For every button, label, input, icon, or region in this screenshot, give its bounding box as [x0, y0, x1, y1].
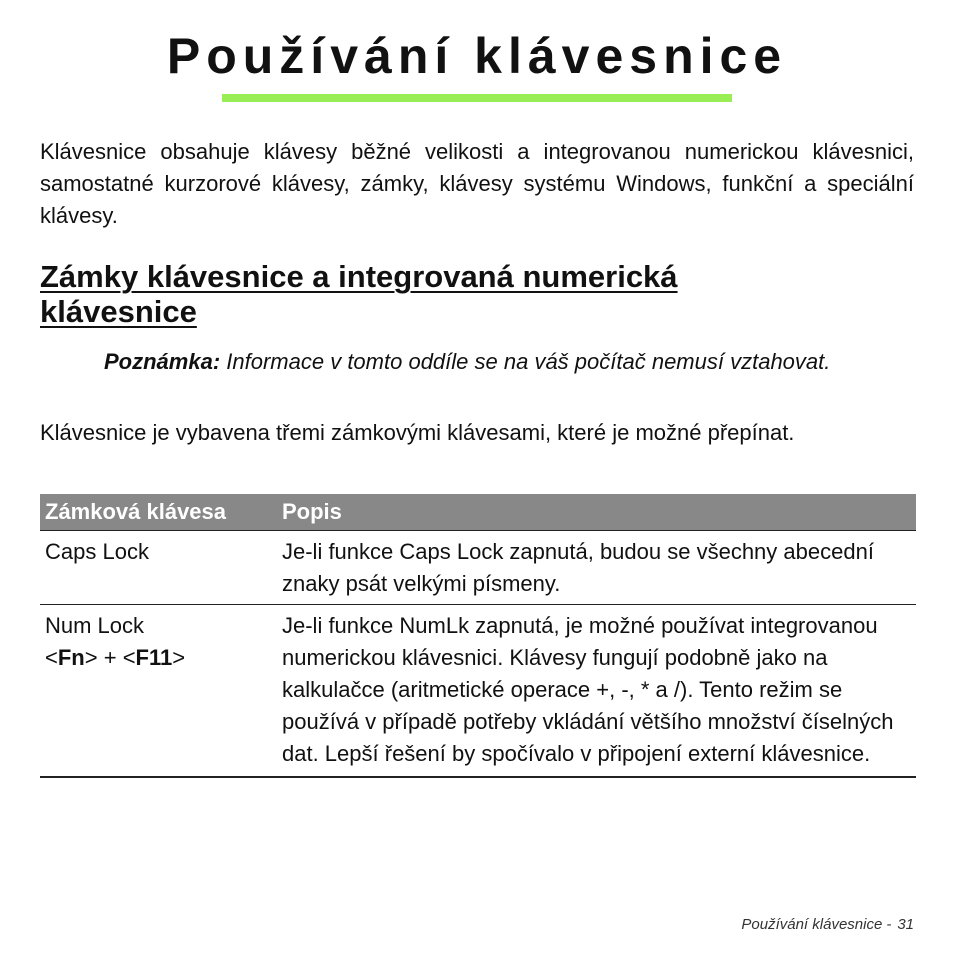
shortcut-f11-key: F11 [135, 645, 173, 670]
lock-key-cell [40, 605, 277, 778]
section-heading [40, 259, 840, 329]
column-header-key: Zámková klávesa [40, 494, 277, 531]
lock-key-description: Je-li funkce Caps Lock zapnutá, budou se všechny abecední znaky psát velkými písmeny. [277, 531, 916, 605]
note-paragraph [104, 346, 914, 378]
footer-separator: - [886, 916, 892, 933]
page-footer [741, 916, 914, 933]
column-header-description: Popis [277, 494, 916, 531]
title-accent-bar [222, 94, 732, 102]
page-number: 31 [897, 916, 914, 933]
key-shortcut: <Fn> + <F11> [45, 645, 186, 670]
lock-keys-table [40, 494, 916, 778]
intro-paragraph: Klávesnice obsahuje klávesy běžné velikosti a integrovanou numerickou klávesnici, samostatné kurzorové klávesy, zámky, klávesy systému Windows, funkční a speciální klávesy. [40, 139, 914, 228]
lock-key-name: Num Lock [45, 613, 145, 638]
table-header-row [40, 494, 916, 531]
shortcut-fn-key: Fn [57, 645, 85, 670]
footer-section-name: Používání klávesnice [741, 916, 883, 933]
lock-key-description: Je-li funkce NumLk zapnutá, je možné používat integrovanou numerickou klávesnici. Klávesy fungují podobně jako na kalkulačce (aritmetické operace +, -, * a /). Tento režim se používá v případě potřeby vkládání většího množství číselných dat. Lepší řešení by spočívalo v připojení externí klávesnice. [277, 605, 916, 778]
note-text: Informace v tomto oddíle se na váš počítač nemusí vztahovat. [226, 349, 831, 374]
lock-keys-intro: Klávesnice je vybavena třemi zámkovými klávesami, které je možné přepínat. [40, 420, 795, 445]
note-label: Poznámka: [104, 349, 221, 374]
table-row [40, 531, 916, 605]
table-row [40, 605, 916, 778]
lock-key-name: Caps Lock [40, 531, 277, 605]
shortcut-plus: + [97, 645, 123, 670]
page-title: Používání klávesnice [166, 28, 788, 84]
section-heading-text: Zámky klávesnice a integrovaná numerická klávesnice [40, 259, 678, 329]
